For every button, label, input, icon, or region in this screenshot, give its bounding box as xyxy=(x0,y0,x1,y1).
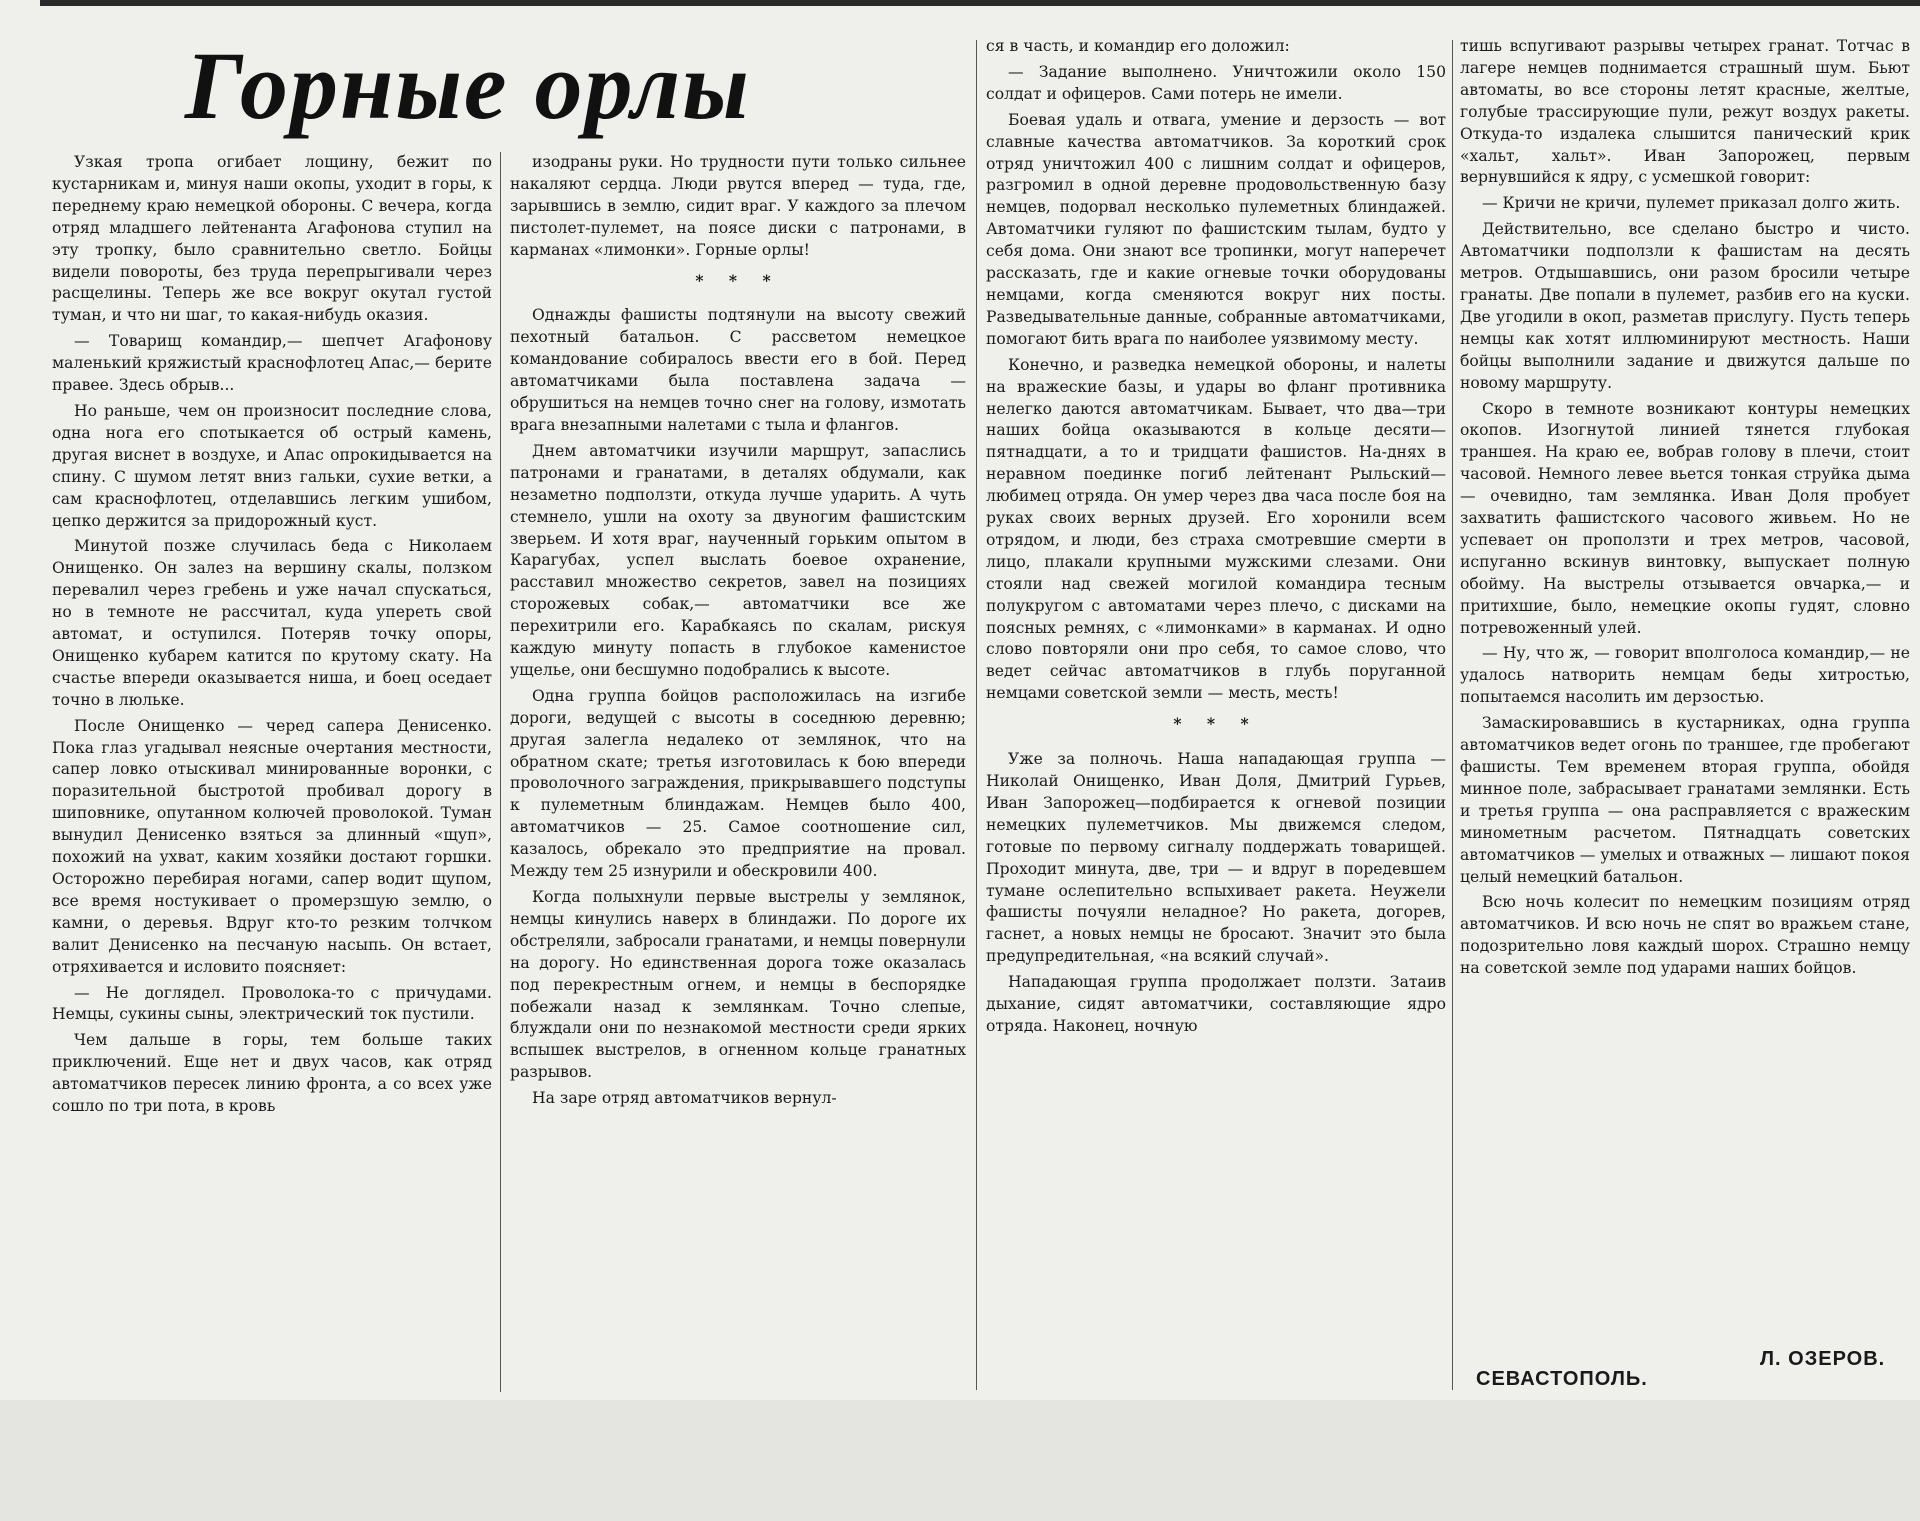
paragraph: — Товарищ командир,— шепчет Агафонову маленький кряжистый краснофлотец Апас,— берите правее. Здесь обрыв... xyxy=(52,332,492,395)
paragraph: Боевая удаль и отвага, умение и дерзость — вот славные качества автоматчиков. За короткий срок отряд уничтожил 400 с лишним солдат и офицеров, разгромил в одной деревне продовольственную базу немцев, подорвал несколько пулеметных блиндажей. Автоматчики гуляют по фашистским тылам, будто у себя дома. Они знают все тропинки, могут наперечет рассказать, где и какие огневые точки оборудованы немцами, когда сменяются вокруг них посты. Разведывательные данные, собранные автоматчиками, помогают бить врага по наиболее уязвимому месту. xyxy=(986,110,1446,348)
paragraph: Действительно, все сделано быстро и чисто. Автоматчики подползли к фашистам на десять метров. Отдышавшись, они разом бросили четыре гранаты. Две попали в пулемет, разбив его на куски. Две угодили в окоп, разметав прислугу. Пусть теперь немцы как хотят иллюминируют местность. Наши бойцы выполнили задание и движутся дальше по новому маршруту. xyxy=(1460,220,1910,392)
paragraph: — Задание выполнено. Уничтожили около 150 солдат и офицеров. Сами потерь не имели. xyxy=(986,62,1446,103)
section-separator: * * * xyxy=(1173,714,1259,734)
top-rule xyxy=(40,0,1920,6)
paragraph: Чем дальше в горы, тем больше таких приключений. Еще нет и двух часов, как отряд автоматчиков пересек линию фронта, а со всех уже сошло по три пота, в кровь xyxy=(52,1031,492,1116)
article-title: Горные орлы xyxy=(185,32,751,139)
paragraph: — Не доглядел. Проволока-то с причудами. Немцы, сукины сыны, электрический ток пустили. xyxy=(52,983,492,1024)
paragraph: изодраны руки. Но трудности пути только сильнее накаляют сердца. Люди рвутся вперед — туда, где, зарывшись в землю, сидит враг. У каждого за плечом пистолет-пулемет, на поясе диски с патронами, в карманах «лимонки». Горные орлы! xyxy=(510,153,966,259)
paragraph: Скоро в темноте возникают контуры немецких окопов. Изогнутой линией тянется глубокая траншея. На краю ее, вобрав голову в плечи, стоит часовой. Немного левее вьется тонкая струйка дыма — очевидно, там землянка. Иван Доля пробует захватить фашистского часового живьем. Но не успевает он проползти и трех метров, часовой, испуганно вскинув винтовку, выпускает полную обойму. На выстрелы отзывается овчарка,— и притихшие, было, немецкие окопы гудят, словно потревоженный улей. xyxy=(1460,399,1910,637)
paragraph: Однажды фашисты подтянули на высоту свежий пехотный батальон. С рассветом немецкое командование собиралось ввести его в бой. Перед автоматчиками была поставлена задача — обрушиться на немцев точно снег на голову, измотать врага внезапными налетами с тыла и флангов. xyxy=(510,306,966,434)
section-separator: * * * xyxy=(695,270,781,290)
column-4 xyxy=(1460,36,1910,984)
column-rule xyxy=(976,40,977,1390)
paragraph: Замаскировавшись в кустарниках, одна группа автоматчиков ведет огонь по траншее, где пробегают фашисты. Тем временем вторая группа, обойдя минное поле, забрасывает гранатами землянки. Есть и третья группа — она расправляется с вражеским минометным расчетом. Пятнадцать советских автоматчиков — умелых и отважных — лишают покоя целый немецкий батальон. xyxy=(1460,714,1910,886)
column-rule xyxy=(1452,40,1453,1390)
column-2 xyxy=(510,152,966,1114)
paragraph: Минутой позже случилась беда с Николаем Онищенко. Он залез на вершину скалы, ползком перевалил через гребень и уже начал спускаться, но в темноте не рассчитал, куда упереть свой автомат, и оступился. Потеряв точку опоры, Онищенко кубарем катится по крутому скату. На счастье впереди оказывается ниша, и боец оседает точно в люльке. xyxy=(52,537,492,709)
paragraph: Узкая тропа огибает лощину, бежит по кустарникам и, минуя наши окопы, уходит в горы, к переднему краю немецкой обороны. С вечера, когда отряд младшего лейтенанта Агафонова ступил на эту тропку, было сравнительно светло. Бойцы видели повороты, без труда перепрыгивали через расщелины. Теперь же все вокруг окутал густой туман, и что ни шаг, то какая-нибудь оказия. xyxy=(52,153,492,325)
paragraph: тишь вспугивают разрывы четырех гранат. Тотчас в лагере немцев поднимается страшный шум. Бьют автоматы, во все стороны летят красные, желтые, голубые трассирующие пули, режут воздух ракеты. Откуда-то издалека слышится панический крик «хальт, хальт». Иван Запорожец, первым вернувшийся к ядру, с усмешкой говорит: xyxy=(1460,37,1910,187)
paragraph: Одна группа бойцов расположилась на изгибе дороги, ведущей с высоты в соседнюю деревню; другая залегла недалеко от землянок, что на обратном скате; третья изготовилась к бою впереди проволочного заграждения, прикрывавшего подступы к пулеметным блиндажам. Немцев было 400, автоматчиков — 25. Самое соотношение сил, казалось, обрекало это предприятие на провал. Между тем 25 изнурили и обескровили 400. xyxy=(510,686,966,881)
column-rule xyxy=(500,152,501,1392)
dateline-place: СЕВАСТОПОЛЬ. xyxy=(1476,1368,1648,1390)
paragraph: Всю ночь колесит по немецким позициям отряд автоматчиков. И всю ночь не спят во вражьем стане, подозрительно ловя каждый шорох. Страшно немцу на советской земле под ударами наших бойцов. xyxy=(1460,893,1910,978)
paragraph: ся в часть, и командир его доложил: xyxy=(986,37,1290,55)
paragraph: На заре отряд автоматчиков вернул- xyxy=(532,1089,837,1108)
column-3 xyxy=(986,36,1446,1042)
paragraph: Днем автоматчики изучили маршрут, запаслись патронами и гранатами, в деталях обдумали, как незаметно подползти, откуда лучше ударить. А чуть стемнело, ушли на охоту за двуногим фашистским зверьем. И хотя враг, наученный горьким опытом в Карагубах, успел выслать боевое охранение, расставил множество секретов, завел на позициях сторожевых собак,— автоматчики все же перехитрили его. Карабкаясь по скалам, рискуя каждую минуту попасть в глубокое каменистое ущелье, они бесшумно подобрались к высоте. xyxy=(510,441,966,679)
paragraph: — Кричи не кричи, пулемет приказал долго жить. xyxy=(1482,194,1901,213)
column-1 xyxy=(52,152,492,1122)
paragraph: Но раньше, чем он произносит последние слова, одна нога его спотыкается об острый камень, другая виснет в воздухе, и Апас опрокидывается на спину. С шумом летят вниз гальки, сухие ветки, а сам краснофлотец, отделавшись легким ушибом, цепко держится за придорожный куст. xyxy=(52,401,492,530)
page-bottom-margin xyxy=(0,1400,1920,1521)
paragraph: Нападающая группа продолжает ползти. Затаив дыхание, сидят автоматчики, составляющие ядро отряда. Наконец, ночную xyxy=(986,973,1446,1035)
author-signature: Л. ОЗЕРОВ. xyxy=(1760,1348,1886,1370)
paragraph: После Онищенко — черед сапера Денисенко. Пока глаз угадывал неясные очертания местности, сапер ловко отыскивал минированные воронки, с поразительной быстротой пробивал дорогу в шиповнике, опутанном колючей проволокой. Туман вынудил Денисенко взяться за длинный «щуп», похожий на ухват, каким хозяйки достают горшки. Осторожно перебирая ногами, сапер водит щупом, все время ностукивает о промерзшую землю, о камни, о деревья. Вдруг кто-то резким толчком валит Денисенко на песчаную насыпь. Он встает, отряхивается и исловито поясняет: xyxy=(52,716,492,976)
paragraph: — Ну, что ж, — говорит вполголоса командир,— не удалось натворить немцам беды хитростью, попытаемся насолить им дерзостью. xyxy=(1460,644,1910,707)
paragraph: Когда полыхнули первые выстрелы у землянок, немцы кинулись наверх в блиндажи. По дороге их обстреляли, забросали гранатами, и немцы повернули на дорогу. Но единственная дорога тоже оказалась под перекрестным огнем, и немцы в беспорядке побежали назад к землянкам. Точно слепые, блуждали они по незнакомой местности среди ярких вспышек выстрелов, в огненном кольце гранатных разрывов. xyxy=(510,888,966,1082)
paragraph: Конечно, и разведка немецкой обороны, и налеты на вражеские базы, и удары во фланг противника нелегко даются автоматчикам. Бывает, что два—три наших бойца оказываются в кольце десяти—пятнадцати, а то и тридцати фашистов. На-днях в неравном поединке погиб лейтенант Рыльский—любимец отряда. Он умер через два часа после боя на руках своих верных друзей. Его хоронили всем отрядом, и люди, без страха смотревшие смерти в лицо, плакали крупными мужскими слезами. Они стояли над свежей могилой командира тесным полукругом с автоматами через плечо, с дисками на поясных ремнях, с «лимонками» в карманах. И одно слово повторяли они про себя, то самое слово, что ведет сейчас автоматчиков в глубь поруганной немцами советской земли — месть, месть! xyxy=(986,355,1446,703)
paragraph: Уже за полночь. Наша нападающая группа — Николай Онищенко, Иван Доля, Дмитрий Гурьев, Иван Запорожец—подбирается к огневой позиции немецких пулеметчиков. Мы движемся следом, готовые по первому сигналу поддержать товарищей. Проходит минута, две, три — и вдруг в поредевшем тумане ослепительно вспыхивает ракета. Неужели фашисты почуяли неладное? Но ракета, догорев, гаснет, а новых немцы не бросают. Значит это была предупредительная, «на всякий случай». xyxy=(986,750,1446,966)
